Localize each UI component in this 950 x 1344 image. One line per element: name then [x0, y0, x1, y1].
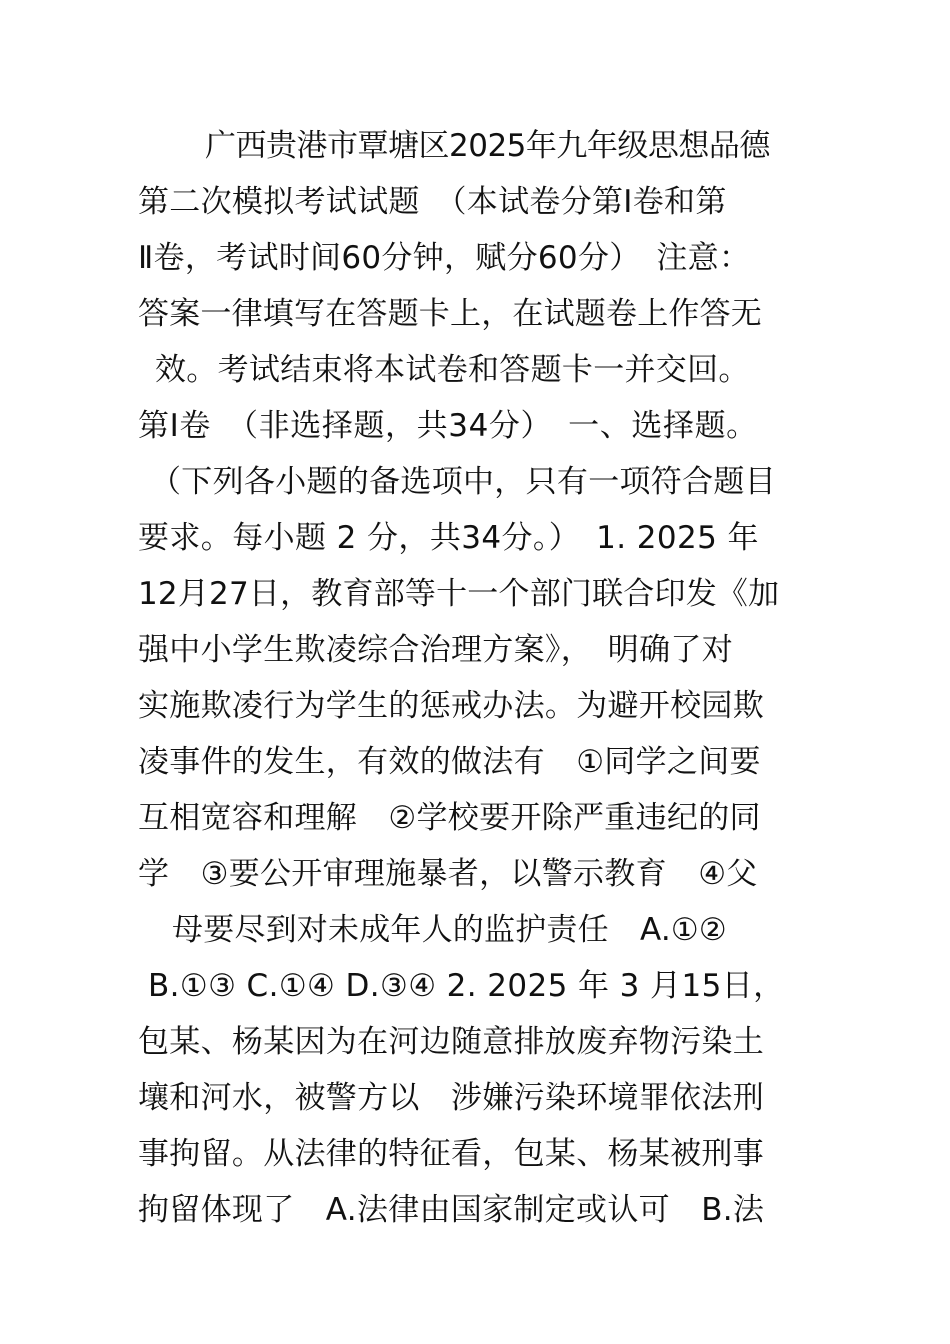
text-line-3: Ⅱ卷，考试时间60分钟，赋分60分） 注意：: [138, 240, 751, 276]
text-line-10: 强中小学生欺凌综合治理方案》， 明确了对: [138, 632, 733, 668]
text-line-17: 包某、杨某因为在河边随意排放废弃物污染土: [138, 1024, 764, 1060]
text-line-7: （下列各小题的备选项中，只有一项符合题目: [150, 464, 776, 500]
text-line-2: 第二次模拟考试试题 （本试卷分第Ⅰ卷和第: [138, 184, 727, 220]
text-line-15: 母要尽到对未成年人的监护责任 A.①②: [172, 912, 727, 948]
text-line-19: 事拘留。从法律的特征看，包某、杨某被刑事: [138, 1136, 764, 1172]
text-line-11: 实施欺凌行为学生的惩戒办法。为避开校园欺: [138, 688, 764, 724]
text-line-5: 效。考试结束将本试卷和答题卡一并交回。: [155, 352, 750, 388]
text-line-13: 互相宽容和理解 ②学校要开除严重违纪的同: [138, 800, 761, 836]
text-line-6: 第Ⅰ卷 （非选择题，共34分） 一、选择题。: [138, 408, 758, 444]
text-line-4: 答案一律填写在答题卡上，在试题卷上作答无: [138, 296, 762, 332]
text-line-8: 要求。每小题 2 分，共34分。） 1. 2025 年: [138, 520, 759, 556]
text-line-title: 广西贵港市覃塘区2025年九年级思想品德: [205, 128, 770, 164]
text-line-20: 拘留体现了 A.法律由国家制定或认可 B.法: [138, 1192, 765, 1228]
text-line-14: 学 ③要公开审理施暴者，以警示教育 ④父: [138, 856, 758, 892]
text-line-12: 凌事件的发生，有效的做法有 ①同学之间要: [138, 744, 761, 780]
text-line-16: B.①③ C.①④ D.③④ 2. 2025 年 3 月15日，: [148, 968, 785, 1004]
text-line-18: 壤和河水，被警方以 涉嫌污染环境罪依法刑: [138, 1080, 764, 1116]
text-line-9: 12月27日，教育部等十一个部门联合印发《加: [138, 576, 780, 612]
